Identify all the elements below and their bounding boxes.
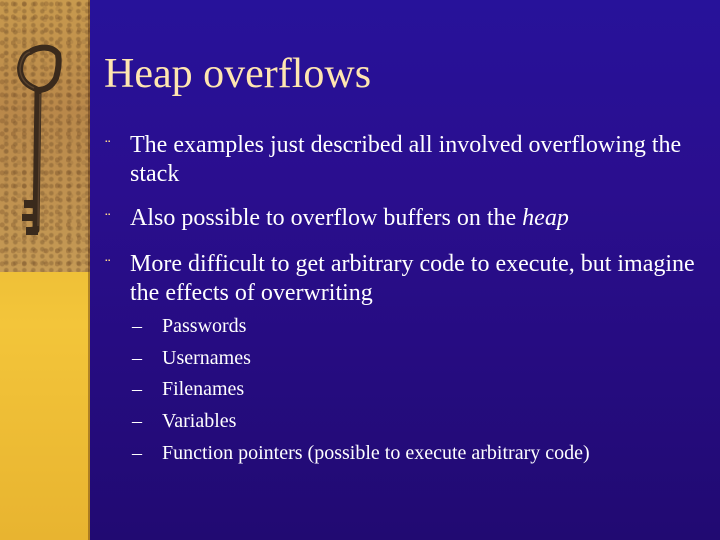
- bullet-item: [104, 131, 704, 189]
- sub-bullet-text: Usernames: [162, 346, 251, 369]
- bullet-item: [104, 250, 704, 308]
- sub-bullet-item: [132, 313, 702, 345]
- dash-icon: –: [132, 410, 142, 433]
- sub-bullet-text: Passwords: [162, 315, 247, 337]
- bullet-text: [130, 204, 704, 233]
- bullet-item: [104, 204, 704, 233]
- sub-bullet-item: [132, 408, 702, 440]
- diamond-bullet-icon: ¨: [104, 257, 112, 275]
- bullet-text-emphasis: heap: [522, 205, 569, 231]
- bullet-text: The examples just described all involved overflowing the stack: [130, 132, 682, 187]
- sub-bullet-item: [132, 345, 702, 377]
- key-photo: [0, 0, 90, 272]
- sub-bullet-text: Variables: [162, 410, 237, 433]
- diamond-bullet-icon: ¨: [104, 138, 112, 156]
- bullet-text: More difficult to get arbitrary code to execute, but imagine the effects of overwriting: [130, 251, 695, 306]
- dash-icon: –: [132, 346, 142, 369]
- dash-icon: –: [132, 315, 142, 337]
- sub-bullet-list: [132, 313, 702, 471]
- dash-icon: –: [132, 441, 142, 464]
- sub-bullet-text: Function pointers (possible to execute arbitrary code): [162, 441, 590, 464]
- dash-icon: –: [132, 378, 142, 401]
- diamond-bullet-icon: ¨: [104, 211, 112, 229]
- key-icon: [0, 0, 90, 272]
- bullet-text-plain: Also possible to overflow buffers on the: [130, 205, 523, 231]
- sidebar-strip: [0, 0, 90, 540]
- sub-bullet-text: Filenames: [162, 378, 245, 401]
- sub-bullet-item: [132, 376, 702, 408]
- slide-title: Heap overflows: [104, 51, 372, 97]
- sub-bullet-item: [132, 440, 702, 472]
